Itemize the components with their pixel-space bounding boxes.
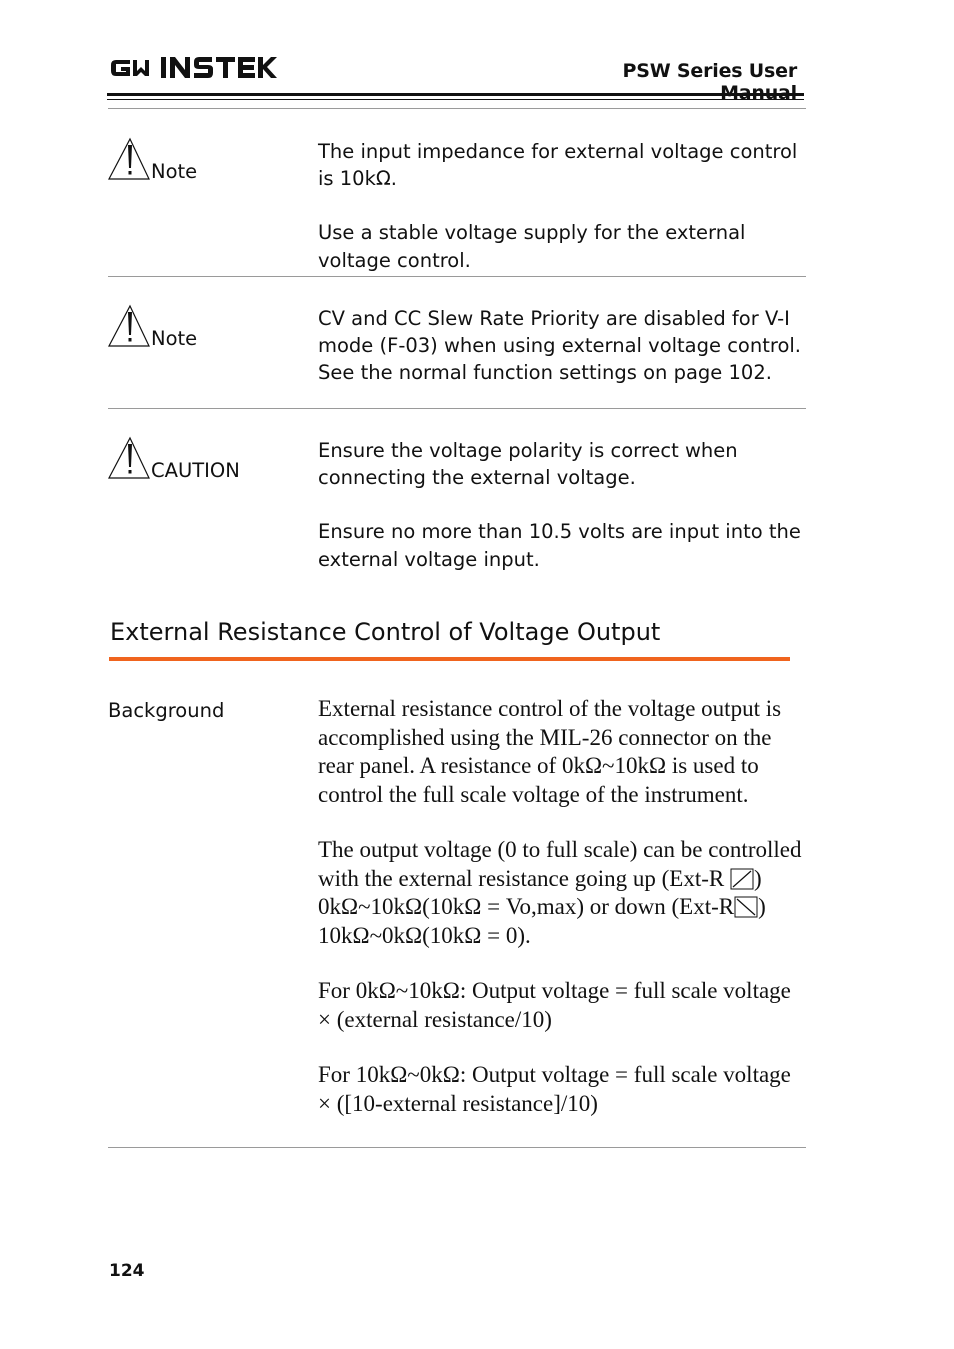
notice-label: Note [151, 327, 198, 350]
text-run: ) 0kΩ~10kΩ(10kΩ = Vo,max) or down (Ext-R [318, 865, 762, 919]
background-body [318, 695, 808, 1118]
section-heading: External Resistance Control of Voltage Output [110, 618, 661, 646]
divider [108, 276, 806, 277]
background-paragraph [318, 836, 808, 950]
divider [108, 1147, 806, 1148]
notice-paragraph: Ensure the voltage polarity is correct when connecting the external voltage. [318, 439, 738, 490]
section-accent-rule [109, 657, 790, 661]
notice-paragraph: Use a stable voltage supply for the external voltage control. [318, 221, 746, 272]
header-rule-thick [107, 93, 804, 96]
notice-label: Note [151, 160, 198, 183]
warning-triangle-icon [108, 436, 150, 480]
text-run: The output voltage (0 to full scale) can be controlled with the external resistance going up (Ext-R [318, 837, 802, 891]
gw-instek-logo [108, 54, 278, 82]
divider [108, 108, 806, 109]
background-paragraph: For 0kΩ~10kΩ: Output voltage = full scale voltage × (external resistance/10) [318, 978, 791, 1032]
background-paragraph: For 10kΩ~0kΩ: Output voltage = full scale voltage × ([10-external resistance]/10) [318, 1062, 791, 1116]
notice-body [318, 305, 806, 387]
notice-paragraph: Ensure no more than 10.5 volts are input into the external voltage input. [318, 520, 801, 571]
caution-label: CAUTION [151, 459, 240, 482]
manual-title: PSW Series User [622, 60, 797, 82]
background-paragraph: External resistance control of the voltage output is accomplished using the MIL-26 connector on the rear panel. A resistance of 0kΩ~10kΩ is used to control the full scale voltage of the instrument. [318, 696, 782, 807]
ramp-down-icon [734, 896, 758, 918]
text-run: ) 10kΩ~0kΩ(10kΩ = 0). [318, 894, 766, 948]
warning-triangle-icon [108, 304, 150, 348]
notice-paragraph: CV and CC Slew Rate Priority are disabled for V-I mode (F-03) when using external voltage control. See the normal function settings on page 102. [318, 307, 801, 385]
header-rule-thin [107, 99, 804, 100]
divider [108, 408, 806, 409]
notice-body [318, 138, 806, 274]
notice-paragraph: The input impedance for external voltage control is 10kΩ. [318, 140, 798, 191]
warning-triangle-icon [108, 137, 150, 181]
notice-body [318, 437, 806, 573]
background-label: Background [108, 699, 225, 722]
ramp-up-icon [730, 868, 754, 890]
page-number: 124 [109, 1261, 145, 1281]
